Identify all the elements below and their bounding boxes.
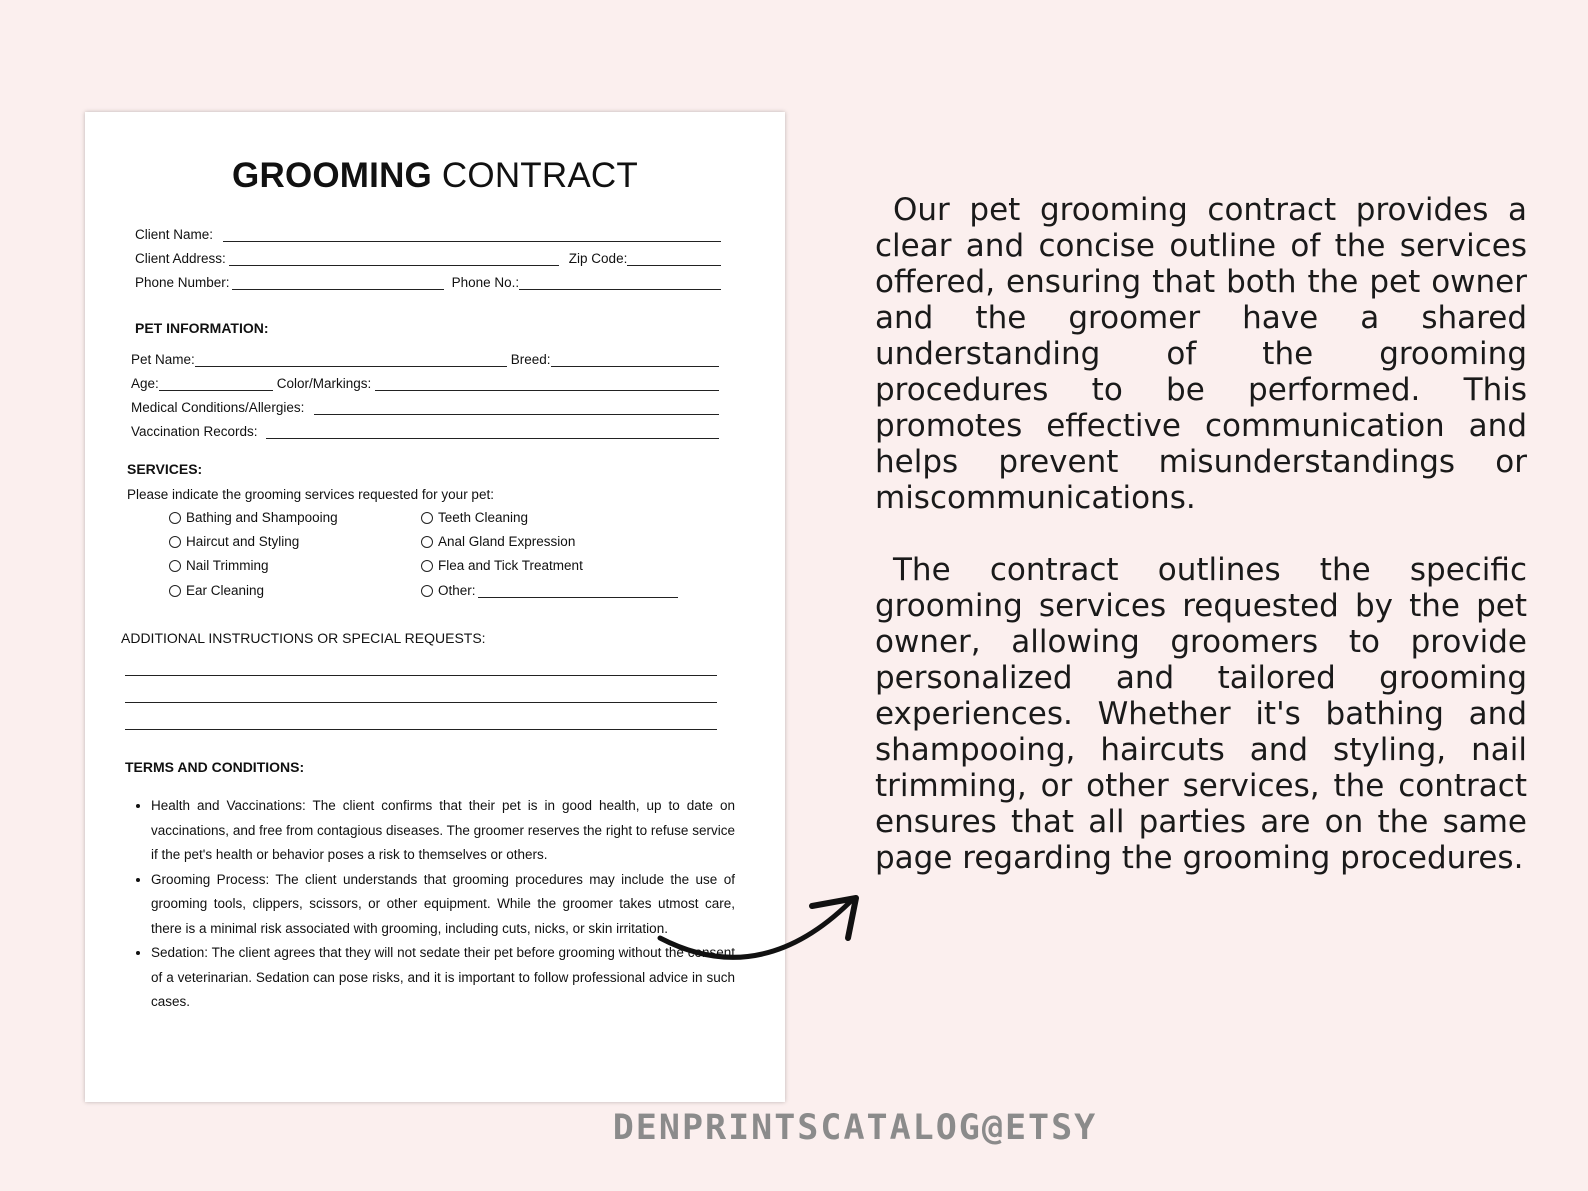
- terms-item: • Grooming Process: The client understands that grooming procedures may include the use of grooming tools, clippers, scissors, or other equipment. While the groomer takes utmost care, there is a minimal risk associated with grooming, including cuts, nicks, or skin irritation.: [151, 868, 735, 942]
- description-paragraph-1: Our pet grooming contract provides a clear and concise outline of the services offered, ensuring that both the pet owner and the groomer have a shared understanding of the grooming procedures to be performed. This promotes effective communication and helps prevent misunderstandings or miscommunications.: [875, 192, 1527, 516]
- service-option-label: Haircut and Styling: [186, 534, 300, 549]
- description-panel: [875, 192, 1527, 876]
- services-heading: SERVICES:: [127, 461, 203, 477]
- color-markings-label: Color/Markings:: [276, 376, 372, 391]
- terms-item: • Sedation: The client agrees that they will not sedate their pet before grooming without the consent of a veterinarian. Sedation can pose risks, and it is important to follow professional advice in such cases.: [151, 941, 735, 1015]
- title-bold: GROOMING: [232, 156, 432, 195]
- shop-footer: DENPRINTSCATALOG@ETSY: [612, 1108, 1098, 1148]
- services-instruction: Please indicate the grooming services requested for your pet:: [127, 487, 494, 502]
- phone-no-label: Phone No.:: [451, 275, 520, 290]
- pet-name-label: Pet Name:: [131, 352, 195, 367]
- service-option-label: Bathing and Shampooing: [186, 510, 338, 525]
- client-name-label: Client Name:: [135, 227, 214, 242]
- service-option-label: Other:: [438, 583, 476, 598]
- service-option-label: Nail Trimming: [186, 558, 269, 573]
- pet-info-heading: PET INFORMATION:: [135, 320, 269, 336]
- terms-heading: TERMS AND CONDITIONS:: [125, 759, 305, 775]
- vaccination-label: Vaccination Records:: [131, 424, 258, 439]
- service-option-label: Ear Cleaning: [186, 583, 265, 598]
- zip-code-label: Zip Code:: [568, 251, 628, 266]
- terms-item: • Health and Vaccinations: The client confirms that their pet is in good health, up to date on vaccinations, and free from contagious diseases. The groomer reserves the right to refuse service if the pet's health or behavior poses a risk to themselves or others.: [151, 794, 735, 868]
- title-rest: CONTRACT: [441, 156, 638, 195]
- service-option-label: Flea and Tick Treatment: [438, 558, 583, 573]
- medical-label: Medical Conditions/Allergies:: [131, 400, 305, 415]
- phone-number-label: Phone Number:: [135, 275, 230, 290]
- service-option-label: Anal Gland Expression: [438, 534, 576, 549]
- additional-heading: ADDITIONAL INSTRUCTIONS OR SPECIAL REQUESTS:: [121, 630, 486, 646]
- breed-label: Breed:: [510, 352, 551, 367]
- description-paragraph-2: The contract outlines the specific grooming services requested by the pet owner, allowing groomers to provide personalized and tailored grooming experiences. Whether it's bathing and shampooing, haircuts and styling, nail trimming, or other services, the contract ensures that all parties are on the same page regarding the grooming procedures.: [875, 552, 1527, 876]
- client-address-label: Client Address:: [135, 251, 226, 266]
- service-option-label: Teeth Cleaning: [438, 510, 529, 525]
- age-label: Age:: [131, 376, 159, 391]
